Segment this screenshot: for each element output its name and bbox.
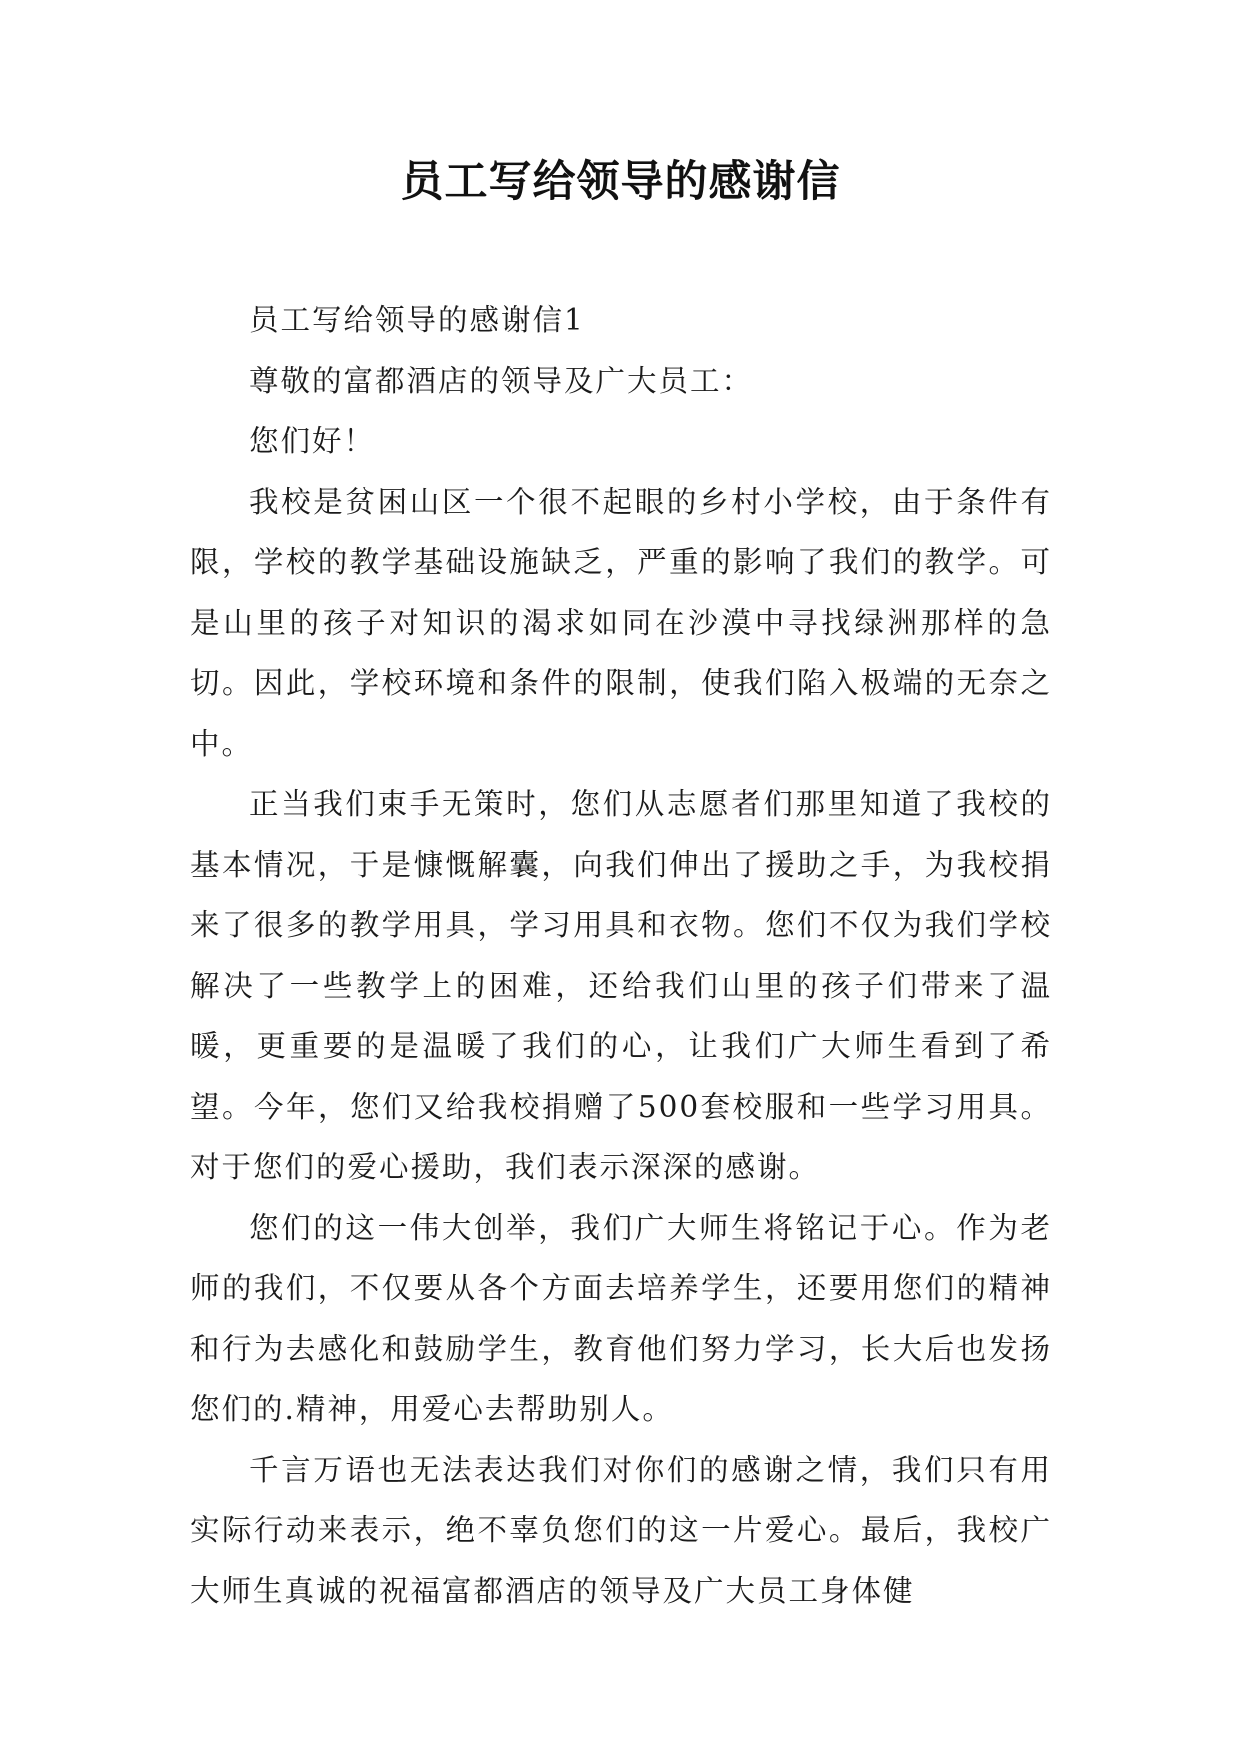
- body-paragraph: 正当我们束手无策时，您们从志愿者们那里知道了我校的基本情况，于是慷慨解囊，向我们伸出了援助之手，为我校捐来了很多的教学用具，学习用具和衣物。您们不仅为我们学校解决了一些教学上的困难，还给我们山里的孩子们带来了温暖，更重要的是温暖了我们的心，让我们广大师生看到了希望。今年，您们又给我校捐赠了500套校服和一些学习用具。对于您们的爱心援助，我们表示深深的感谢。: [190, 787, 1052, 1184]
- body-paragraph: 千言万语也无法表达我们对你们的感谢之情，我们只有用实际行动来表示，绝不辜负您们的这一片爱心。最后，我校广大师生真诚的祝福富都酒店的领导及广大员工身体健: [190, 1452, 1052, 1608]
- body-paragraph: 您们的这一伟大创举，我们广大师生将铭记于心。作为老师的我们，不仅要从各个方面去培养学生，还要用您们的精神和行为去感化和鼓励学生，教育他们努力学习，长大后也发扬您们的.精神，用爱心去帮助别人。: [190, 1210, 1052, 1426]
- body-paragraph: 我校是贫困山区一个很不起眼的乡村小学校，由于条件有限，学校的教学基础设施缺乏，严重的影响了我们的教学。可是山里的孩子对知识的渴求如同在沙漠中寻找绿洲那样的急切。因此，学校环境和条件的限制，使我们陷入极端的无奈之中。: [190, 484, 1052, 761]
- salutation: 尊敬的富都酒店的领导及广大员工：: [249, 363, 754, 398]
- section-heading: 员工写给领导的感谢信1: [249, 303, 585, 337]
- document-title: 员工写给领导的感谢信: [400, 157, 841, 207]
- document-body: [190, 290, 1052, 1621]
- greeting: 您们好！: [249, 424, 376, 458]
